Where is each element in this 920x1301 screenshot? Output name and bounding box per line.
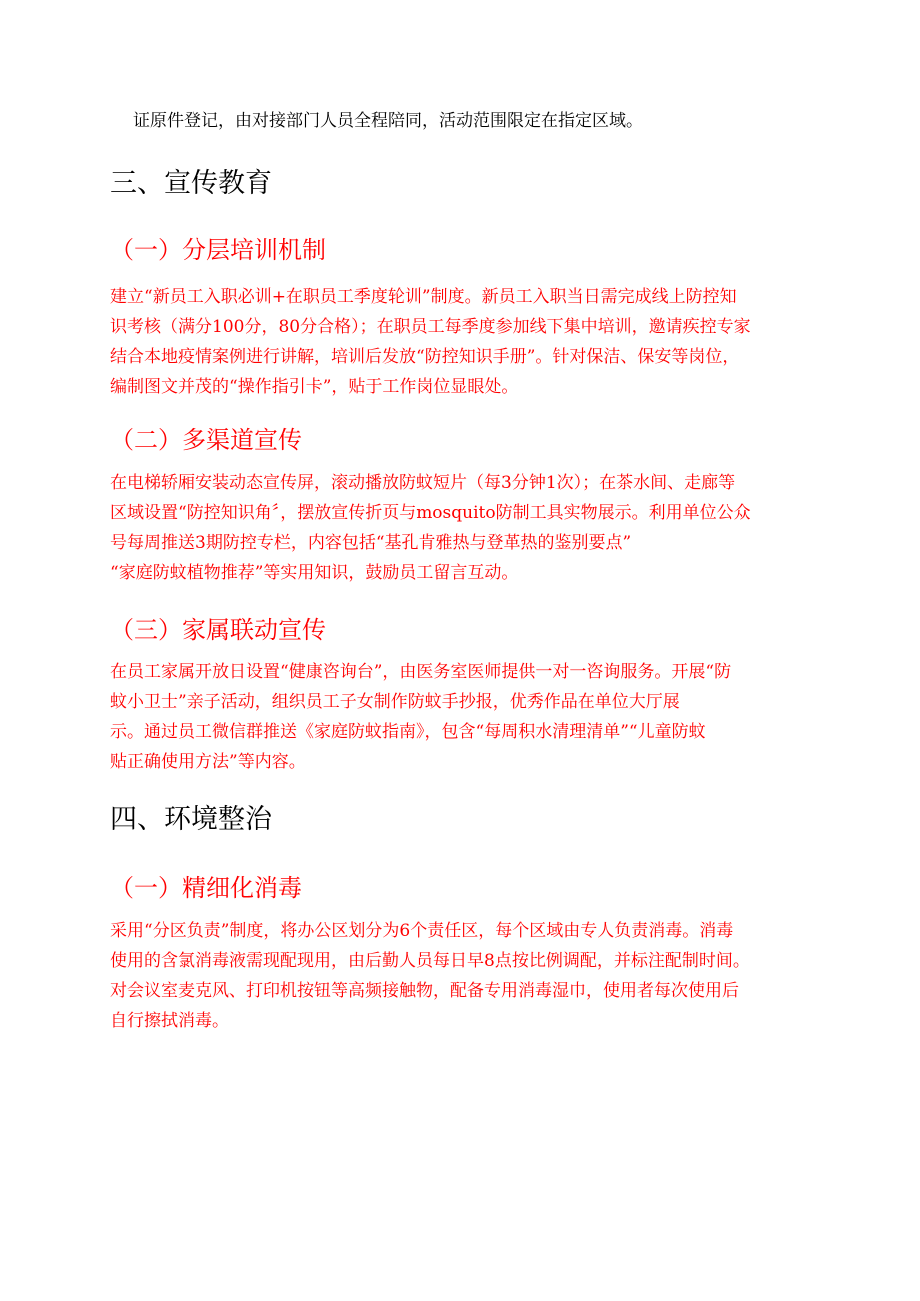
- section-heading-publicity-education: 三、宣传教育: [110, 168, 272, 199]
- paragraph-multichannel-publicity: [110, 468, 820, 588]
- text-line: 采用“分区负责”制度，将办公区划分为6个责任区，每个区域由专人负责消毒。消毒: [110, 921, 734, 941]
- text-line: 蚊小卫士”亲子活动，组织员工子女制作防蚊手抄报，优秀作品在单位大厅展: [110, 692, 680, 712]
- subsection-heading-refined-disinfection: （一）精细化消毒: [110, 874, 302, 902]
- text-line: 示。通过员工微信群推送《家庭防蚊指南》，包含“每周积水清理清单”“儿童防蚊: [110, 722, 706, 742]
- subsection-heading-tiered-training: （一）分层培训机制: [110, 236, 326, 264]
- paragraph-tiered-training: [110, 282, 820, 402]
- text-line: 在电梯轿厢安装动态宣传屏，滚动播放防蚊短片（每3分钟1次）；在茶水间、走廊等: [110, 473, 736, 493]
- text-line: “家庭防蚊植物推荐”等实用知识，鼓励员工留言互动。: [110, 563, 519, 583]
- section-heading-environment-remediation: 四、环境整治: [110, 804, 272, 835]
- text-line: 区域设置“防控知识角〞，摆放宣传折页与mosquito防制工具实物展示。利用单位公众: [110, 503, 751, 523]
- continuation-line: 证原件登记，由对接部门人员全程陪同，活动范围限定在指定区域。: [133, 111, 643, 131]
- text-line: 对会议室麦克风、打印机按钮等高频接触物，配备专用消毒湿巾，使用者每次使用后: [110, 981, 739, 1001]
- text-line: 结合本地疫情案例进行讲解，培训后发放“防控知识手册”。针对保洁、保安等岗位，: [110, 347, 740, 367]
- subsection-heading-multichannel-publicity: （二）多渠道宣传: [110, 426, 302, 454]
- text-line: 识考核（满分100分，80分合格）；在职员工每季度参加线下集中培训，邀请疾控专家: [110, 317, 751, 337]
- text-line: 在员工家属开放日设置“健康咨询台”，由医务室医师提供一对一咨询服务。开展“防: [110, 662, 732, 682]
- text-line: 使用的含氯消毒液需现配现用，由后勤人员每日早8点按比例调配，并标注配制时间。: [110, 951, 750, 971]
- text-line: 贴正确使用方法”等内容。: [110, 752, 306, 772]
- text-line: 编制图文并茂的“操作指引卡”，贴于工作岗位显眼处。: [110, 377, 519, 397]
- text-line: 号每周推送3期防控专栏，内容包括“基孔肯雅热与登革热的鉴别要点”: [110, 533, 632, 553]
- paragraph-family-publicity: [110, 657, 820, 777]
- text-line: 建立“新员工入职必训+在职员工季度轮训”制度。新员工入职当日需完成线上防控知: [110, 287, 737, 307]
- text-line: 自行擦拭消毒。: [110, 1011, 229, 1031]
- paragraph-refined-disinfection: [110, 916, 820, 1036]
- subsection-heading-family-publicity: （三）家属联动宣传: [110, 616, 326, 644]
